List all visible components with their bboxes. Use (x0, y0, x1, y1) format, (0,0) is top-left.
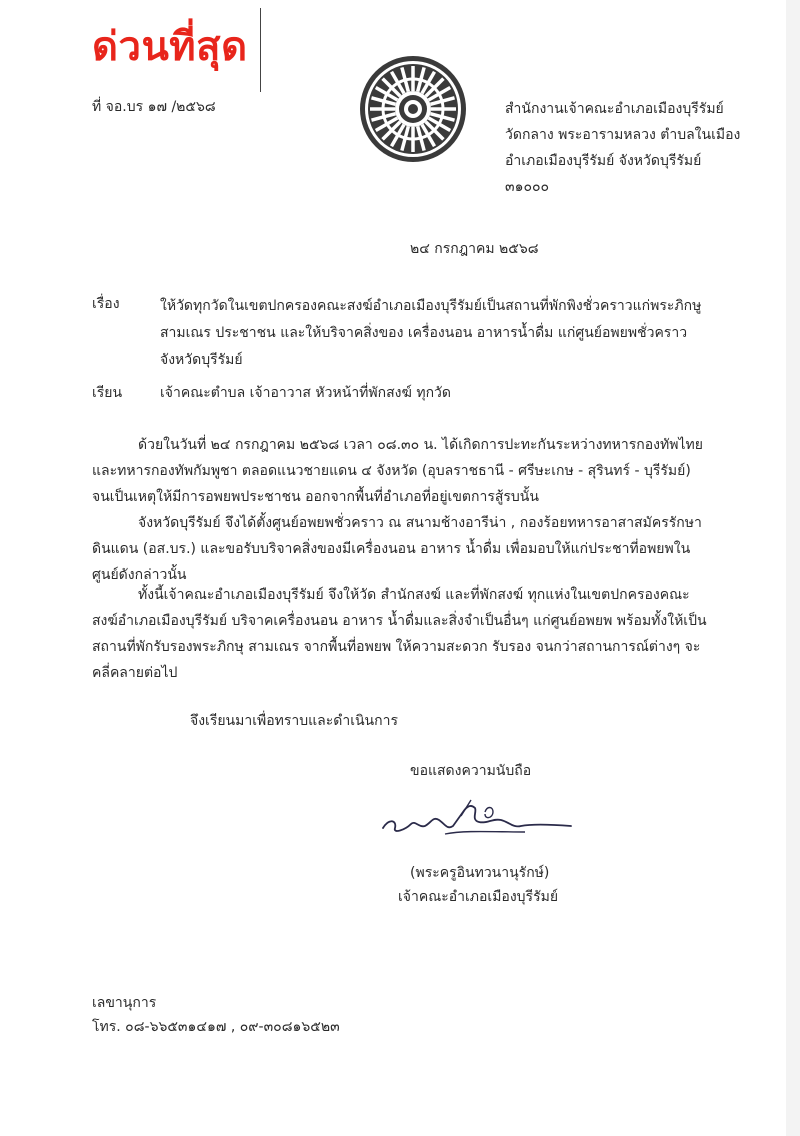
recipient-text: เจ้าคณะตำบล เจ้าอาวาส หัวหน้าที่พักสงฆ์ ทุกวัด (160, 385, 451, 401)
urgency-stamp: ด่วนที่สุด (92, 24, 248, 70)
address-line: อำเภอเมืองบุรีรัมย์ จังหวัดบุรีรัมย์ (505, 153, 702, 169)
paragraph-text: จังหวัดบุรีรัมย์ จึงได้ตั้งศูนย์อพยพชั่วคราว ณ สนามช้างอารีน่า , กองร้อยทหารอาสาสมัครรักษาดินแดน (อส.บร.) และขอรับบริจาคสิ่งของมีเครื่องนอน อาหาร น้ำดื่ม เพื่อมอบให้แก่ประชาที่อพยพในศูนย์ดังกล่าวนั้น (92, 515, 702, 583)
address-line: วัดกลาง พระอารามหลวง ตำบลในเมือง (505, 127, 741, 143)
recipient-label: เรียน (92, 385, 123, 401)
signatory-position: เจ้าคณะอำเภอเมืองบุรีรัมย์ (398, 889, 559, 905)
sender-address (505, 96, 740, 200)
paragraph-text: ด้วยในวันที่ ๒๔ กรกฎาคม ๒๕๖๘ เวลา ๐๘.๓๐ น. ได้เกิดการปะทะกันระหว่างทหารกองทัพไทยและทหารกองทัพกัมพูชา ตลอดแนวชายแดน ๔ จังหวัด (อุบลราชธานี - ศรีษะเกษ - สุรินทร์ - บุรีรัมย์) จนเป็นเหตุให้มีการอพยพประชาชน ออกจากพื้นที่อำเภอที่อยู่เขตการสู้รบนั้น (92, 437, 703, 505)
subject-text: ให้วัดทุกวัดในเขตปกครองคณะสงฆ์อำเภอเมืองบุรีรัมย์เป็นสถานที่พักพิงชั่วคราวแก่พระภิกษู สามเณร ประชาชน และให้บริจาคสิ่งของ เครื่องนอน อาหารน้ำดื่ม แก่ศูนย์อพยพชั่วคราวจังหวัดบุรีรัมย์ (160, 298, 702, 368)
complimentary-close: ขอแสดงความนับถือ (410, 763, 532, 779)
handwritten-signature (375, 790, 575, 850)
document-date: ๒๔ กรกฎาคม ๒๕๖๘ (410, 241, 539, 257)
address-line: สำนักงานเจ้าคณะอำเภอเมืองบุรีรัมย์ (505, 101, 724, 117)
header-divider (260, 8, 261, 92)
document-number: ที่ จอ.บร ๑๗ /๒๕๖๘ (92, 99, 216, 115)
closing-statement: จึงเรียนมาเพื่อทราบและดำเนินการ (190, 713, 398, 729)
page-edge (786, 0, 800, 1136)
body-paragraph-1 (92, 432, 712, 510)
dharma-wheel-seal-icon (358, 54, 468, 164)
body-paragraph-3 (92, 582, 712, 686)
paragraph-text: ทั้งนี้เจ้าคณะอำเภอเมืองบุรีรัมย์ จึงให้วัด สำนักสงฆ์ และที่พักสงฆ์ ทุกแห่งในเขตปกครองคณะสงฆ์อำเภอเมืองบุรีรัมย์ บริจาคเครื่องนอน อาหาร น้ำดื่มและสิ่งจำเป็นอื่นๆ แก่ศูนย์อพยพ พร้อมทั้งให้เป็นสถานที่พักรับรองพระภิกษุ สามเณร จากพื้นที่อพยพ ให้ความสะดวก รับรอง จนกว่าสถานการณ์ต่างๆ จะคลี่คลายต่อไป (92, 587, 707, 681)
subject-label: เรื่อง (92, 296, 120, 312)
footer-department: เลขานุการ (92, 995, 157, 1011)
footer-phone: โทร. ๐๘-๖๖๕๓๑๔๑๗ , ๐๙-๓๐๘๑๖๕๒๓ (92, 1019, 340, 1035)
address-postcode: ๓๑๐๐๐ (505, 179, 550, 195)
signatory-name: (พระครูอินทวนานุรักษ์) (410, 865, 550, 881)
body-paragraph-2 (92, 510, 712, 588)
